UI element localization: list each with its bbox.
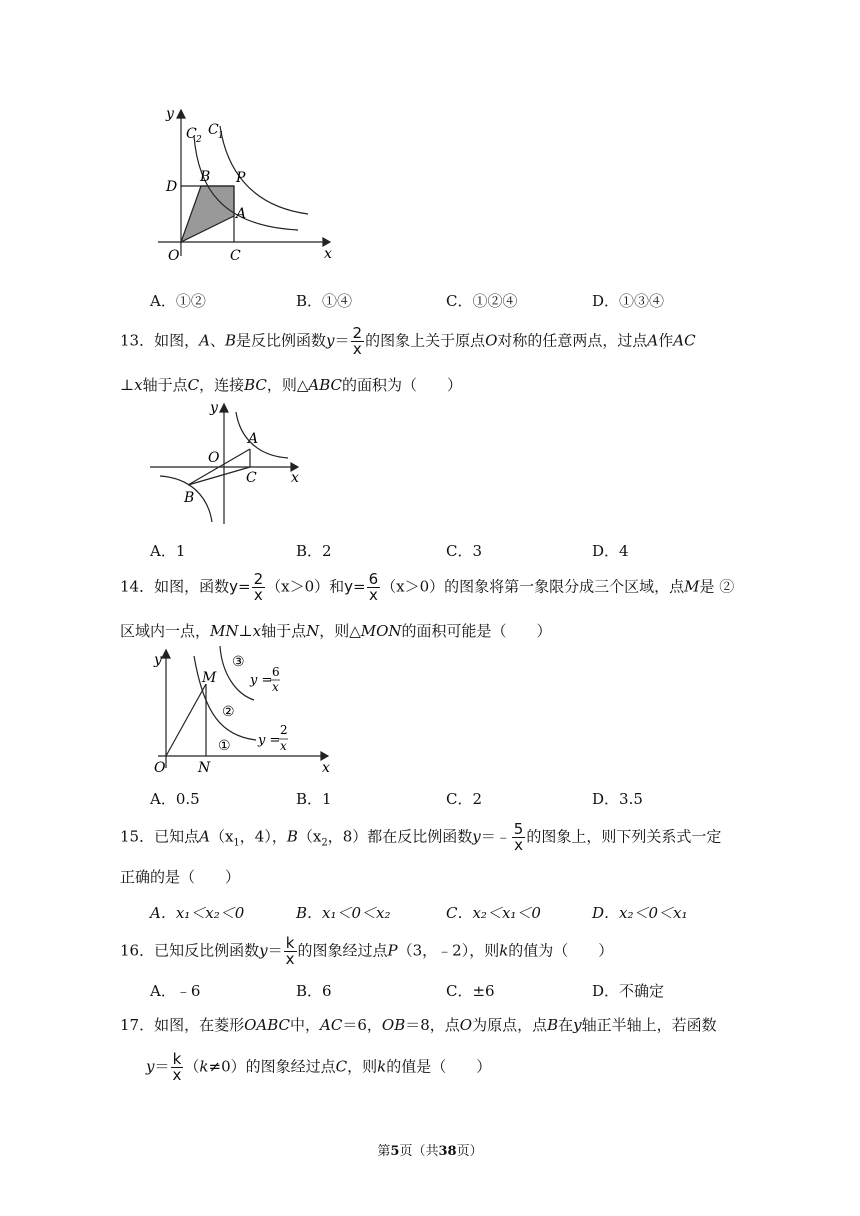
fraction: $\frac{k}{x}$ (285, 934, 295, 968)
q16-option-b[interactable]: B．6 (296, 982, 332, 1000)
curve-q1 (236, 412, 288, 458)
fraction: $\frac{k}{x}$ (172, 1050, 182, 1084)
q15-line2: 正确的是（ ） (120, 868, 241, 886)
q14-line2: 区域内一点，MN⊥x轴于点N，则△MON的面积可能是（ ） (120, 622, 552, 640)
svg-text:C: C (246, 470, 257, 486)
fraction: $\frac{6}{x}$ (368, 570, 379, 604)
q13-option-a[interactable]: A．1 (150, 542, 186, 560)
q15-number: 15． (120, 827, 155, 846)
q13-options (0, 540, 860, 564)
svg-text:y: y (154, 652, 162, 668)
q13-number: 13． (120, 331, 155, 350)
svg-text:y: y (210, 400, 218, 416)
q13-figure (148, 398, 308, 528)
svg-text:C: C (186, 126, 197, 142)
svg-text:A: A (248, 431, 259, 447)
svg-text:O: O (168, 248, 180, 264)
q14-option-c[interactable]: C．2 (446, 790, 483, 808)
q15-option-c[interactable]: C．x₂＜x₁＜0 (446, 904, 541, 922)
q15-options (0, 902, 860, 926)
page-number: 5 (390, 1144, 400, 1159)
svg-text:x: x (324, 246, 332, 262)
q17-line1: 17．如图，在菱形OABC中，AC＝6，OB＝8，点O为原点，点B在y轴正半轴上，若函数 (120, 1016, 717, 1034)
q12-option-d[interactable]: D．①③④ (592, 292, 665, 310)
svg-text:O: O (154, 760, 166, 776)
q17-number: 17． (120, 1016, 155, 1034)
svg-text:y =: y = (250, 673, 273, 688)
q12-figure (148, 96, 348, 266)
fraction: $\frac{5}{x}$ (513, 820, 524, 854)
q16-options (0, 980, 860, 1004)
q12-option-c[interactable]: C．①②④ (446, 292, 518, 310)
q13-option-c[interactable]: C．3 (446, 542, 483, 560)
fraction: $\frac{2}{x}$ (352, 324, 363, 358)
svg-text:③: ③ (232, 654, 245, 670)
svg-text:D: D (166, 179, 178, 195)
q14-number: 14． (120, 577, 155, 596)
svg-text:M: M (202, 670, 217, 686)
svg-text:6: 6 (272, 665, 280, 679)
q15-option-b[interactable]: B．x₁＜0＜x₂ (296, 904, 391, 922)
q13-line1: 13．如图，A、B是反比例函数y＝ $\frac{2}{x}$ 的图象上关于原点O对称的任意两点，过点A作AC (120, 324, 696, 358)
q17-line2: y＝ $\frac{k}{x}$ （k≠0）的图象经过点C，则k的值是（ ） (146, 1050, 492, 1084)
svg-text:O: O (208, 450, 220, 466)
shaded-region (181, 186, 234, 242)
page-total: 38 (438, 1144, 457, 1159)
q13-option-d[interactable]: D．4 (592, 542, 629, 560)
svg-text:①: ① (218, 738, 231, 754)
q15-option-a[interactable]: A．x₁＜x₂＜0 (150, 904, 245, 922)
q12-option-b[interactable]: B．①④ (296, 292, 353, 310)
svg-text:C: C (208, 122, 219, 138)
svg-text:y: y (166, 106, 174, 122)
svg-text:P: P (236, 170, 246, 186)
q12-option-a[interactable]: A．①② (150, 292, 206, 310)
q13-line2: ⊥x轴于点C，连接BC，则△ABC的面积为（ ） (120, 376, 463, 394)
q16-option-c[interactable]: C．±6 (446, 982, 495, 1000)
svg-text:C: C (230, 248, 241, 264)
svg-text:x: x (280, 739, 287, 753)
svg-text:x: x (272, 680, 279, 694)
svg-text:2: 2 (280, 723, 288, 737)
q14-option-b[interactable]: B．1 (296, 790, 332, 808)
q14-line1: 14．如图，函数y= $\frac{2}{x}$ （x＞0）和y= $\frac{6}{x}$ （x＞0）的图象将第一象限分成三个区域，点M是 ② (120, 570, 735, 604)
q16-option-d[interactable]: D．不确定 (592, 982, 665, 1000)
q14-figure (150, 644, 340, 776)
q15-line1: 15．已知点$A(x_1$，4），$B(x_2$，8）都在反比例函数y＝﹣ $\frac{5}{x}$ 的图象上，则下列关系式一定 (120, 820, 722, 854)
svg-text:N: N (198, 760, 211, 776)
q16-number: 16． (120, 941, 155, 960)
q15-option-d[interactable]: D．x₂＜0＜x₁ (592, 904, 688, 922)
page-footer: 第5页（共38页） (377, 1144, 483, 1159)
q14-option-d[interactable]: D．3.5 (592, 790, 643, 808)
q14-option-a[interactable]: A．0.5 (150, 790, 200, 808)
svg-text:2: 2 (196, 135, 202, 145)
svg-text:A: A (236, 206, 247, 222)
q16-line1: 16．已知反比例函数y＝ $\frac{k}{x}$ 的图象经过点P（3，﹣2），则k的值为（ ） (120, 934, 614, 968)
svg-text:x: x (322, 760, 330, 776)
fraction: $\frac{2}{x}$ (253, 570, 264, 604)
svg-text:1: 1 (218, 131, 224, 141)
svg-text:②: ② (222, 704, 235, 720)
svg-text:B: B (184, 490, 195, 506)
q16-option-a[interactable]: A．﹣6 (150, 982, 201, 1000)
svg-text:B: B (200, 169, 211, 185)
q13-option-b[interactable]: B．2 (296, 542, 332, 560)
q12-options (0, 290, 860, 314)
svg-text:x: x (291, 470, 299, 486)
q14-options (0, 788, 860, 812)
svg-text:y =: y = (258, 733, 281, 748)
